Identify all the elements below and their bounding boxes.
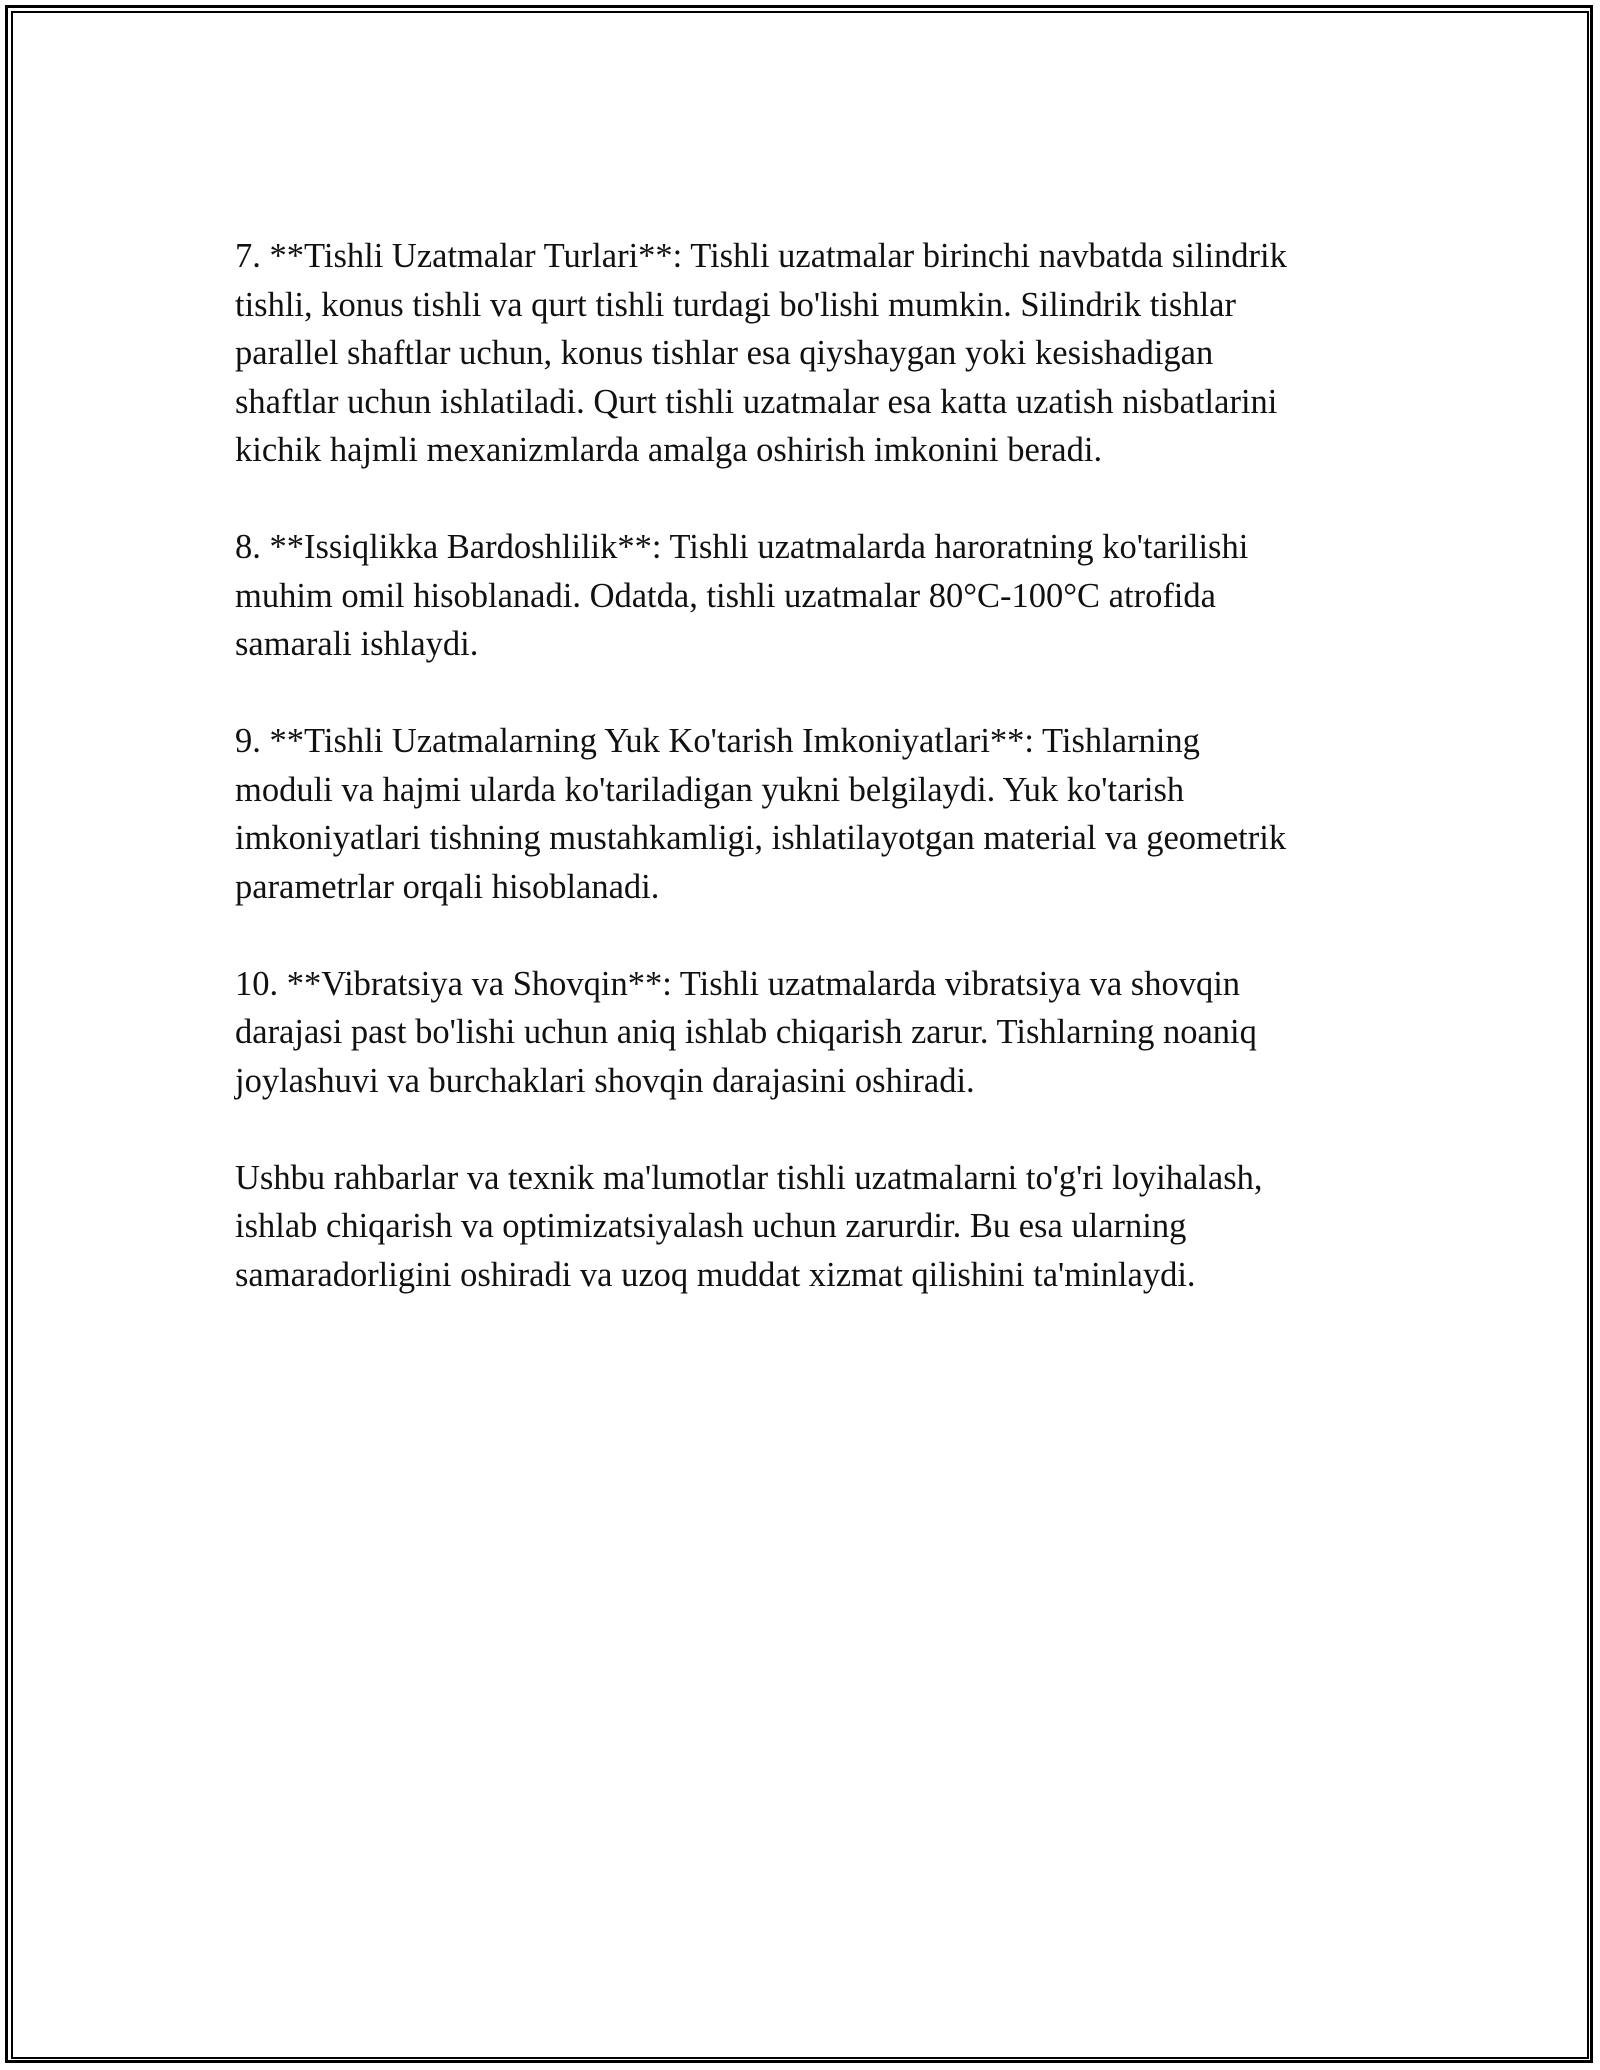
paragraph-gear-types: 7. **Tishli Uzatmalar Turlari**: Tishli uzatmalar birinchi navbatda silindrik tishli, konus tishli va qurt tishli turdagi bo'lishi mumkin. Silindrik tishlar parallel shaftlar uchun, konus tishlar esa qiyshaygan yoki kesishadigan shaftlar uchun ishlatiladi. Qurt tishli uzatmalar esa katta uzatish nisbatlarini kichik hajmli mexanizmlarda amalga oshirish imkonini beradi.	[235, 237, 1287, 469]
paragraph-heat-resistance: 8. **Issiqlikka Bardoshlilik**: Tishli uzatmalarda haroratning ko'tarilishi muhim omil hisoblanadi. Odatda, tishli uzatmalar 80°C-100°C atrofida samarali ishlaydi.	[235, 528, 1249, 663]
paragraph-load-capacity: 9. **Tishli Uzatmalarning Yuk Ko'tarish Imkoniyatlari**: Tishlarning moduli va hajmi ularda ko'tariladigan yukni belgilaydi. Yuk ko'tarish imkoniyatlari tishning mustahkamligi, ishlatilayotgan material va geometrik parametrlar orqali hisoblanadi.	[235, 722, 1287, 906]
document-body	[235, 232, 1395, 1348]
paragraph-conclusion: Ushbu rahbarlar va texnik ma'lumotlar tishli uzatmalarni to'g'ri loyihalash, ishlab chiqarish va optimizatsiyalash uchun zarurdir. Bu esa ularning samaradorligini oshiradi va uzoq muddat xizmat qilishini ta'minlaydi.	[235, 1158, 1263, 1294]
paragraph-vibration-noise: 10. **Vibratsiya va Shovqin**: Tishli uzatmalarda vibratsiya va shovqin darajasi past bo'lishi uchun aniq ishlab chiqarish zarur. Tishlarning noaniq joylashuvi va burchaklari shovqin darajasini oshiradi.	[235, 964, 1257, 1100]
